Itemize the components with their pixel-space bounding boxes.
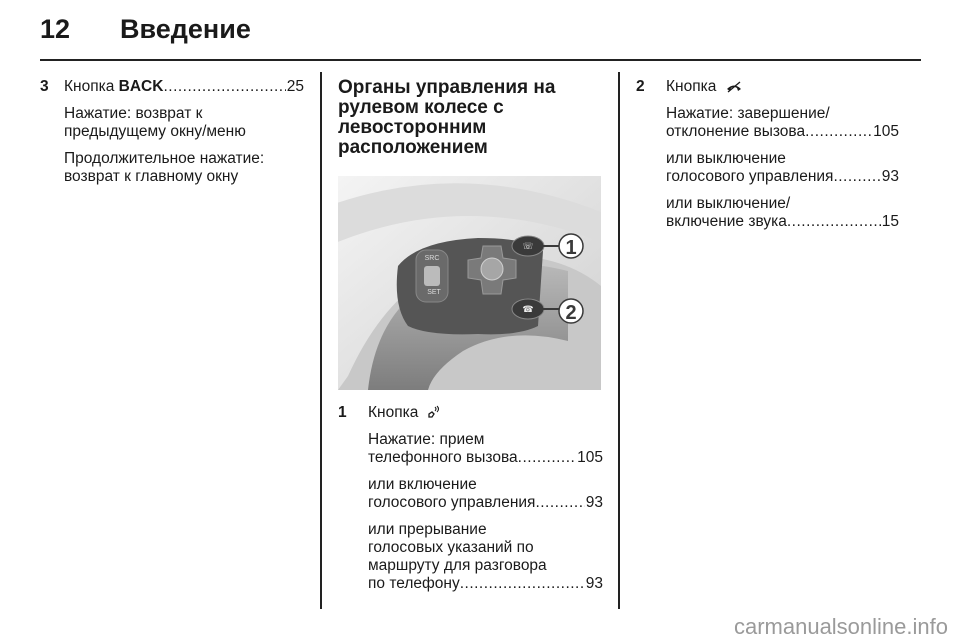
item-phone-button [338, 404, 603, 593]
middle-column [338, 78, 603, 593]
column-divider-left [320, 72, 322, 609]
page-ref-link[interactable]: 15 [881, 213, 899, 230]
item-number: 2 [636, 78, 645, 95]
entry-answer: Нажатие: прием телефонного вызова ..... 105 [368, 431, 603, 467]
svg-text:1: 1 [565, 237, 577, 259]
steering-wheel-illustration [338, 176, 601, 390]
page-ref-link[interactable]: 25 [286, 78, 304, 95]
button-name: BACK [118, 78, 164, 95]
item-title-line [64, 78, 304, 96]
left-column [40, 78, 304, 186]
steering-wheel-figure [338, 176, 601, 390]
svg-text:2: 2 [565, 302, 577, 324]
leader-dots [163, 78, 285, 96]
src-label: SRC [424, 255, 440, 262]
item-label: Кнопка [666, 78, 717, 95]
item-number: 3 [40, 78, 49, 95]
phone-voice-icon [427, 405, 441, 419]
svg-text:☏: ☏ [522, 242, 534, 252]
item-title-line [666, 78, 899, 96]
column-divider-right [618, 72, 620, 609]
hang-up-icon [725, 81, 743, 93]
entry-voice-off: или выключение голосового управления ..... 93 [666, 150, 899, 186]
page-ref-link[interactable]: 93 [585, 494, 603, 511]
entry-interrupt: или прерывание голосовых указаний по маршруту для разговора по телефону ..... 93 [368, 521, 603, 593]
page-number: 12 [40, 14, 71, 44]
section-heading: Органы управления на рулевом колесе с левосторонним расположением [338, 77, 556, 158]
watermark: carmanualsonline.info [733, 614, 948, 639]
page-ref-link[interactable]: 105 [873, 123, 899, 140]
set-label: SET [427, 289, 441, 296]
entry-mute: или выключение/ включение звука ..... 15 [666, 195, 899, 231]
page-ref-link[interactable]: 93 [585, 575, 603, 592]
svg-text:☎: ☎ [522, 305, 534, 315]
page-ref-link[interactable]: 93 [881, 168, 899, 185]
item-title-line [368, 404, 603, 422]
item-number: 1 [338, 404, 347, 421]
page-title: Введение [120, 14, 251, 44]
right-column [636, 78, 899, 231]
item-back-button [40, 78, 304, 186]
description-paragraph: Продолжительное нажатие: возврат к главному окну [64, 150, 265, 185]
description-paragraph: Нажатие: возврат к предыдущему окну/меню [64, 105, 246, 140]
header-divider [40, 59, 921, 61]
item-hangup-button [636, 78, 899, 231]
entry-end-call: Нажатие: завершение/ отклонение вызова ..... 105 [666, 105, 899, 141]
item-label: Кнопка [368, 404, 419, 421]
entry-voice-on: или включение голосового управления ..... 93 [368, 476, 603, 512]
item-label: Кнопка [64, 78, 115, 95]
page-ref-link[interactable]: 105 [577, 449, 603, 466]
